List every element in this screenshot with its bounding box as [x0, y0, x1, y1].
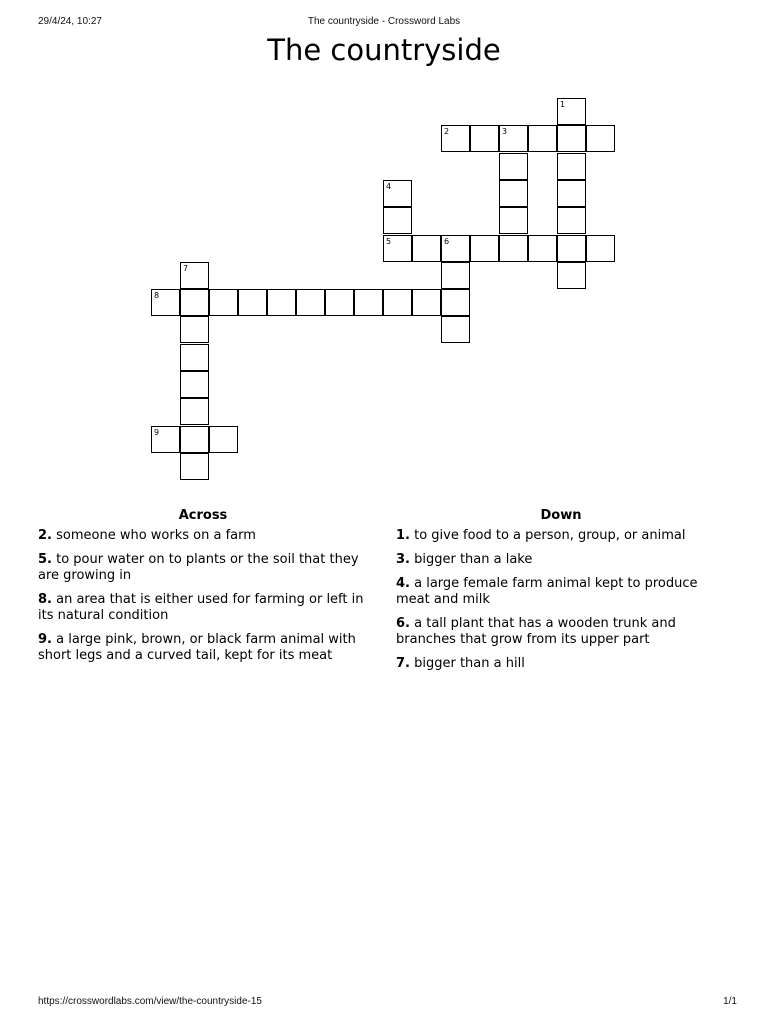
- clue-item: [38, 528, 368, 544]
- down-heading: Down: [540, 508, 582, 523]
- clue-item-text: bigger than a lake: [409, 552, 533, 567]
- clue-item: [396, 656, 726, 672]
- grid-cell[interactable]: [209, 289, 238, 316]
- grid-cell[interactable]: [180, 453, 209, 480]
- clue-item-number: 4.: [396, 576, 410, 591]
- clue-number: 8: [154, 291, 160, 300]
- clue-number: 7: [183, 264, 189, 273]
- grid-cell[interactable]: [557, 98, 586, 125]
- grid-cell[interactable]: [151, 289, 180, 316]
- crossword-grid: [0, 0, 768, 500]
- grid-cell[interactable]: [528, 125, 557, 152]
- clue-item: [38, 592, 368, 624]
- clue-item-text: an area that is either used for farming or left in its natural condition: [38, 592, 364, 623]
- clue-item-number: 1.: [396, 528, 410, 543]
- grid-cell[interactable]: [586, 125, 615, 152]
- grid-cell[interactable]: [238, 289, 267, 316]
- clue-item: [396, 528, 726, 544]
- across-heading: Across: [178, 508, 228, 523]
- grid-cell[interactable]: [528, 235, 557, 262]
- grid-cell[interactable]: [499, 125, 528, 152]
- grid-cell[interactable]: [180, 289, 209, 316]
- clue-number: 1: [560, 100, 566, 109]
- grid-cell[interactable]: [499, 207, 528, 234]
- clue-item-number: 3.: [396, 552, 410, 567]
- clue-item-number: 2.: [38, 528, 52, 543]
- grid-cell[interactable]: [557, 207, 586, 234]
- across-clue-list: [38, 528, 368, 664]
- clue-item: [38, 632, 368, 664]
- clue-number: 3: [502, 127, 508, 136]
- clue-item-text: a large pink, brown, or black farm animal with short legs and a curved tail, kept for its meat: [38, 632, 356, 663]
- grid-cell[interactable]: [180, 316, 209, 343]
- clue-item-text: a tall plant that has a wooden trunk and branches that grow from its upper part: [396, 616, 676, 647]
- grid-cell[interactable]: [383, 289, 412, 316]
- footer-url: https://crosswordlabs.com/view/the-countryside-15: [38, 996, 262, 1007]
- clue-item-number: 9.: [38, 632, 52, 647]
- puzzle-title: The countryside: [267, 33, 501, 67]
- clue-item: [396, 552, 726, 568]
- clue-item-text: someone who works on a farm: [51, 528, 256, 543]
- clue-number: 2: [444, 127, 450, 136]
- grid-cell[interactable]: [267, 289, 296, 316]
- across-clues: [38, 508, 368, 672]
- grid-cell[interactable]: [325, 289, 354, 316]
- grid-cell[interactable]: [470, 125, 499, 152]
- footer-page-count: 1/1: [723, 996, 737, 1007]
- grid-cell[interactable]: [557, 262, 586, 289]
- clue-number: 6: [444, 237, 450, 246]
- grid-cell[interactable]: [441, 235, 470, 262]
- grid-cell[interactable]: [180, 262, 209, 289]
- grid-cell[interactable]: [557, 153, 586, 180]
- grid-cell[interactable]: [499, 235, 528, 262]
- grid-cell[interactable]: [557, 235, 586, 262]
- clue-number: 5: [386, 237, 392, 246]
- clue-item: [396, 616, 726, 648]
- grid-cell[interactable]: [180, 426, 209, 453]
- grid-cell[interactable]: [441, 262, 470, 289]
- grid-cell[interactable]: [296, 289, 325, 316]
- grid-cell[interactable]: [441, 125, 470, 152]
- clue-item-text: bigger than a hill: [409, 656, 525, 671]
- clue-number: 9: [154, 428, 160, 437]
- clue-item-number: 7.: [396, 656, 410, 671]
- grid-cell[interactable]: [412, 289, 441, 316]
- grid-cell[interactable]: [557, 125, 586, 152]
- print-page-title: The countryside - Crossword Labs: [307, 16, 461, 27]
- grid-cell[interactable]: [499, 180, 528, 207]
- grid-cell[interactable]: [383, 180, 412, 207]
- grid-cell[interactable]: [383, 207, 412, 234]
- clue-item-number: 8.: [38, 592, 52, 607]
- down-clues: [396, 508, 726, 680]
- grid-cell[interactable]: [441, 289, 470, 316]
- grid-cell[interactable]: [180, 398, 209, 425]
- grid-cell[interactable]: [470, 235, 499, 262]
- grid-cell[interactable]: [383, 235, 412, 262]
- grid-cell[interactable]: [586, 235, 615, 262]
- clue-number: 4: [386, 182, 392, 191]
- grid-cell[interactable]: [557, 180, 586, 207]
- clue-item-text: to pour water on to plants or the soil that they are growing in: [38, 552, 359, 583]
- clue-item-number: 5.: [38, 552, 52, 567]
- clue-item-text: to give food to a person, group, or animal: [409, 528, 686, 543]
- grid-cell[interactable]: [180, 344, 209, 371]
- grid-cell[interactable]: [354, 289, 383, 316]
- clue-item: [396, 576, 726, 608]
- clue-item: [38, 552, 368, 584]
- grid-cell[interactable]: [180, 371, 209, 398]
- grid-cell[interactable]: [412, 235, 441, 262]
- clue-item-text: a large female farm animal kept to produce meat and milk: [396, 576, 698, 607]
- print-datetime: 29/4/24, 10:27: [38, 16, 102, 27]
- down-clue-list: [396, 528, 726, 672]
- grid-cell[interactable]: [441, 316, 470, 343]
- grid-cell[interactable]: [499, 153, 528, 180]
- clue-item-number: 6.: [396, 616, 410, 631]
- grid-cell[interactable]: [151, 426, 180, 453]
- grid-cell[interactable]: [209, 426, 238, 453]
